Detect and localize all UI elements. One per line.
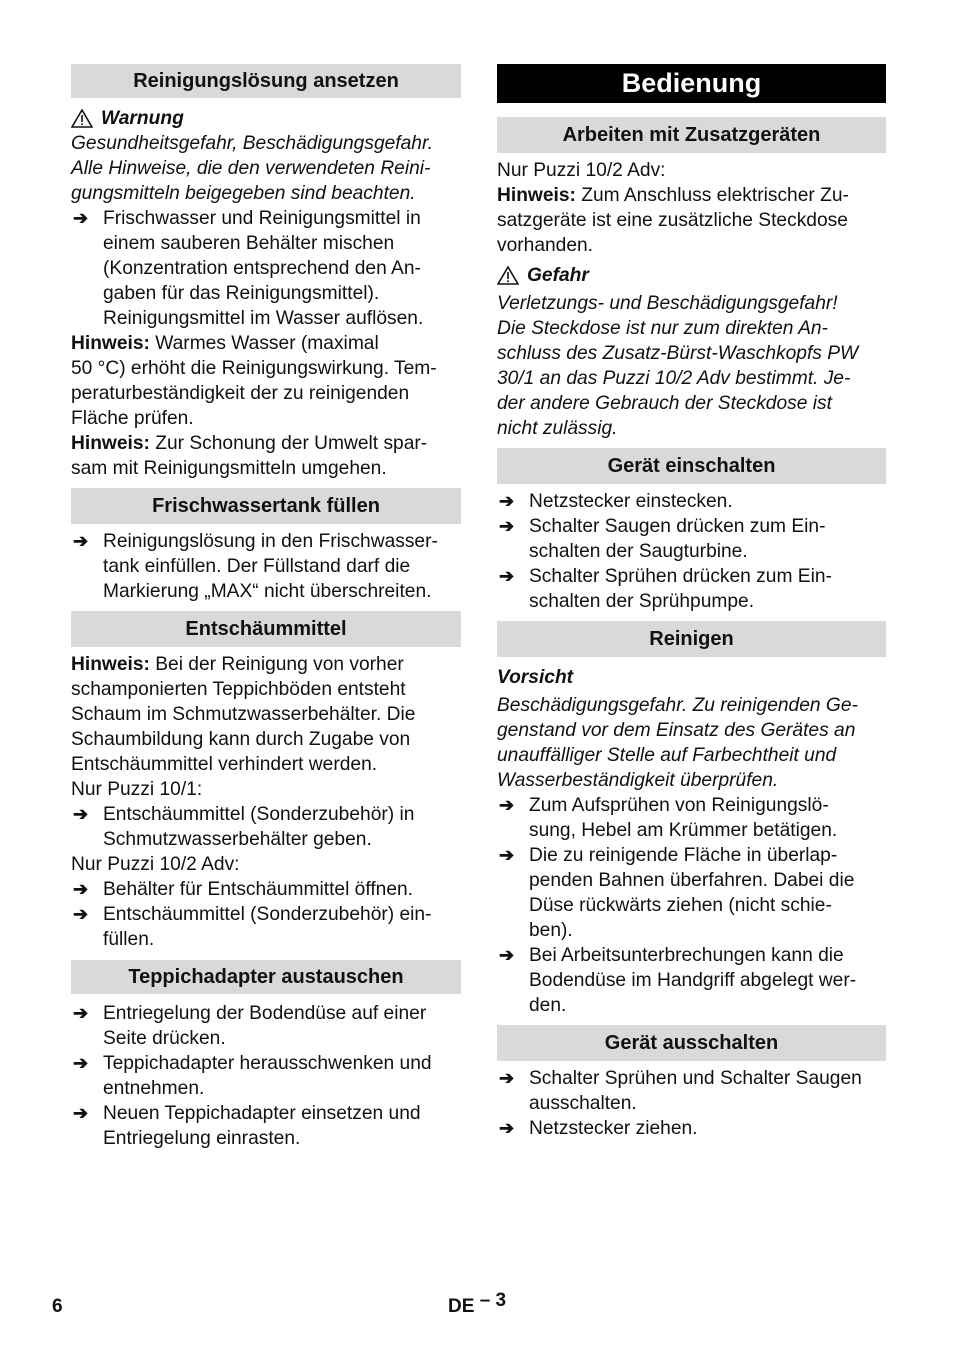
model-label: Nur Puzzi 10/1: <box>71 779 203 800</box>
caution-label: Vorsicht <box>497 667 574 688</box>
warning-label: Warnung <box>101 108 184 129</box>
list-item: ➔ Schalter Sprühen drücken zum Ein- schalten der Sprühpumpe. <box>499 566 832 612</box>
step-list <box>497 489 886 614</box>
note-paragraph: Hinweis: Zur Schonung der Umwelt spar- sam mit Reinigungsmitteln umgehen. <box>71 433 428 479</box>
arrow-right-icon: ➔ <box>499 491 515 511</box>
note-paragraph: Hinweis: Warmes Wasser (maximal 50 °C) erhöht die Reinigungswirkung. Tem- peraturbeständigkeit der zu reinigenden Fläche prüfen. <box>71 333 437 429</box>
section-heading-geraet-ausschalten: Gerät ausschalten <box>497 1025 886 1061</box>
list-item: ➔ Teppichadapter herausschwenken und entnehmen. <box>73 1053 432 1099</box>
warning-heading <box>71 106 461 131</box>
sub-page-number: 3 <box>495 1290 507 1311</box>
chapter-title: Bedienung <box>497 64 886 103</box>
list-item: ➔ Entschäummittel (Sonderzubehör) ein- füllen. <box>73 904 432 950</box>
warning-triangle-icon <box>497 266 519 285</box>
danger-heading <box>497 263 886 288</box>
warning-text: Gesundheitsgefahr, Beschädigungsgefahr. Alle Hinweise, die den verwendeten Reini- gungsmitteln beigegeben sind beachten. <box>71 133 433 204</box>
caution-text: Beschädigungsgefahr. Zu reinigenden Ge- genstand vor dem Einsatz des Gerätes an unauffälliger Stelle auf Farbechtheit und Wasserbeständigkeit überprüfen. <box>497 695 858 791</box>
left-column <box>71 64 461 1151</box>
arrow-right-icon: ➔ <box>73 531 89 551</box>
list-item: ➔ Reinigungslösung in den Frischwasser- tank einfüllen. Der Füllstand darf die Markierung „MAX“ nicht überschreiten. <box>73 531 438 602</box>
arrow-right-icon: ➔ <box>73 208 89 228</box>
step-list <box>71 877 461 952</box>
list-item: ➔ Bei Arbeitsunterbrechungen kann die Bodendüse im Handgriff abgelegt wer- den. <box>499 945 857 1016</box>
arrow-right-icon: ➔ <box>73 879 89 899</box>
list-item: ➔ Schalter Saugen drücken zum Ein- schalten der Saugturbine. <box>499 516 826 562</box>
list-item: ➔ Frischwasser und Reinigungsmittel in einem sauberen Behälter mischen (Konzentration entsprechend den An- gaben für das Reinigungsmittel). Reinigungsmittel im Wasser auflösen. <box>73 208 424 329</box>
right-column <box>497 64 886 1141</box>
footer-dash: – <box>479 1290 491 1311</box>
model-label: Nur Puzzi 10/2 Adv: <box>71 854 240 875</box>
arrow-right-icon: ➔ <box>73 1103 89 1123</box>
danger-text: Verletzungs- und Beschädigungsgefahr! Die Steckdose ist nur zum direkten An- schluss des Zusatz-Bürst-Waschkopfs PW 30/1 an das Puzzi 10/2 Adv bestimmt. Je- der andere Gebrauch der Steckdose ist nicht zulässig. <box>497 293 859 439</box>
footer-language <box>448 1290 507 1318</box>
step-list <box>71 206 461 331</box>
list-item: ➔ Zum Aufsprühen von Reinigungslö- sung, Hebel am Krümmer betätigen. <box>499 795 838 841</box>
danger-label: Gefahr <box>527 265 589 286</box>
section-heading-reinigungsloesung: Reinigungslösung ansetzen <box>71 64 461 98</box>
model-label: Nur Puzzi 10/2 Adv: <box>497 160 666 181</box>
note-paragraph: Hinweis: Zum Anschluss elektrischer Zu- satzgeräte ist eine zusätzliche Steckdose vorhanden. <box>497 185 849 256</box>
arrow-right-icon: ➔ <box>499 516 515 536</box>
list-item: ➔ Netzstecker einstecken. <box>499 491 733 512</box>
list-item: ➔ Behälter für Entschäummittel öffnen. <box>73 879 414 900</box>
page-number: 6 <box>52 1296 63 1317</box>
section-heading-entschaeummittel: Entschäummittel <box>71 611 461 647</box>
arrow-right-icon: ➔ <box>499 566 515 586</box>
step-list <box>71 1001 461 1151</box>
arrow-right-icon: ➔ <box>499 795 515 815</box>
note-paragraph: Hinweis: Bei der Reinigung von vorher schamponierten Teppichböden entsteht Schaum im Schmutzwasserbehälter. Die Schaumbildung kann durch Zugabe von Entschäummittel verhindert werden. <box>71 654 416 775</box>
list-item: ➔ Die zu reinigende Fläche in überlap- penden Bahnen überfahren. Dabei die Düse rückwärts ziehen (nicht schie- ben). <box>499 845 855 941</box>
section-heading-frischwassertank: Frischwassertank füllen <box>71 488 461 524</box>
arrow-right-icon: ➔ <box>73 804 89 824</box>
section-heading-geraet-einschalten: Gerät einschalten <box>497 448 886 484</box>
arrow-right-icon: ➔ <box>499 845 515 865</box>
step-list <box>71 529 461 604</box>
language-code: DE <box>448 1296 475 1317</box>
list-item: ➔ Schalter Sprühen und Schalter Saugen ausschalten. <box>499 1068 862 1114</box>
arrow-right-icon: ➔ <box>499 945 515 965</box>
list-item: ➔ Netzstecker ziehen. <box>499 1118 698 1139</box>
arrow-right-icon: ➔ <box>73 904 89 924</box>
step-list <box>497 793 886 1018</box>
step-list <box>71 802 461 852</box>
list-item: ➔ Entriegelung der Bodendüse auf einer Seite drücken. <box>73 1003 427 1049</box>
list-item: ➔ Entschäummittel (Sonderzubehör) in Schmutzwasserbehälter geben. <box>73 804 415 850</box>
arrow-right-icon: ➔ <box>73 1053 89 1073</box>
section-heading-teppichadapter: Teppichadapter austauschen <box>71 960 461 994</box>
section-heading-reinigen: Reinigen <box>497 621 886 657</box>
arrow-right-icon: ➔ <box>499 1118 515 1138</box>
step-list <box>497 1066 886 1141</box>
arrow-right-icon: ➔ <box>73 1003 89 1023</box>
list-item: ➔ Neuen Teppichadapter einsetzen und Entriegelung einrasten. <box>73 1103 421 1149</box>
section-heading-zusatzgeraete: Arbeiten mit Zusatzgeräten <box>497 117 886 153</box>
arrow-right-icon: ➔ <box>499 1068 515 1088</box>
caution-heading <box>497 665 886 690</box>
warning-triangle-icon <box>71 109 93 128</box>
